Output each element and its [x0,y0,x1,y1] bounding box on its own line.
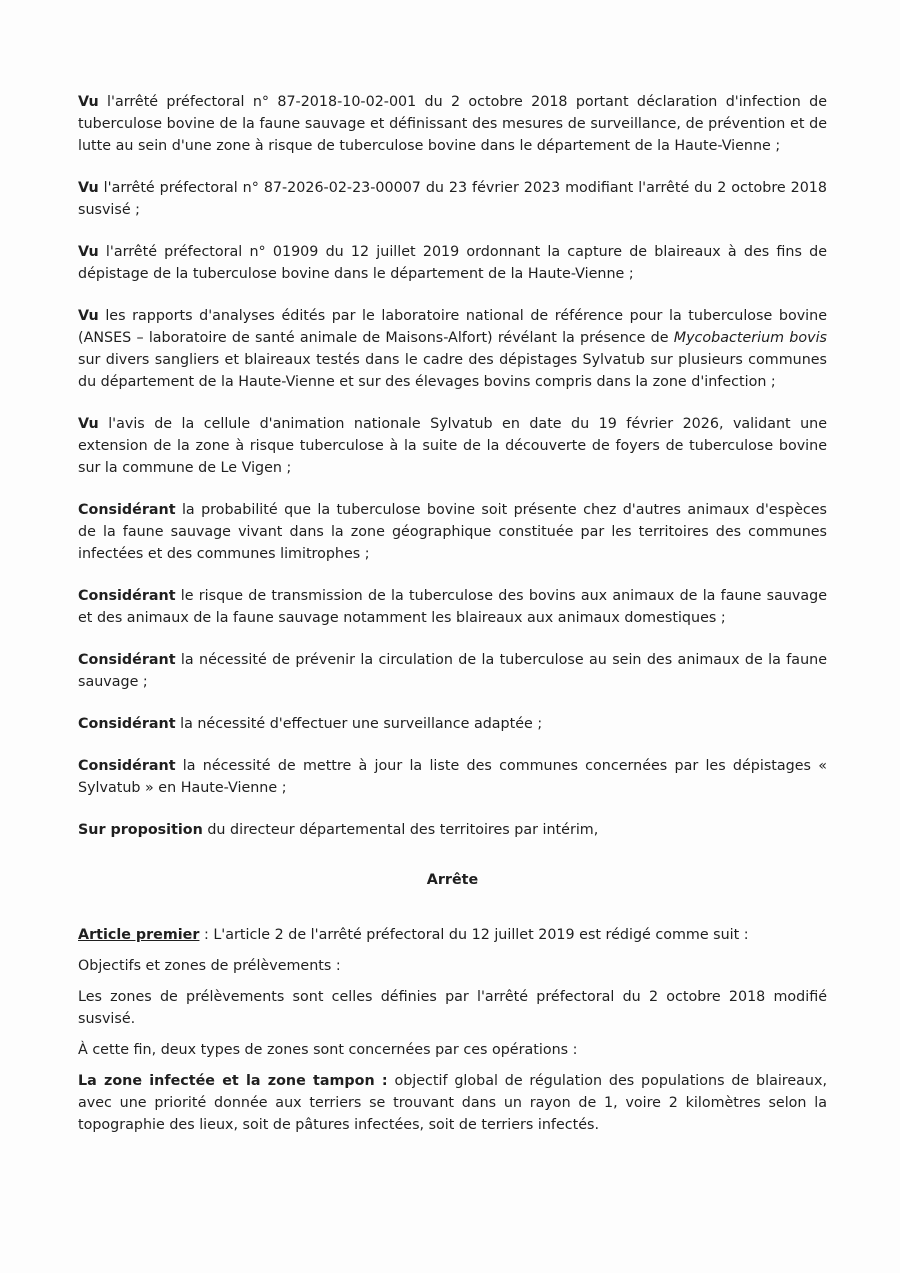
vu-arrete-2018 [78,91,827,157]
paragraph-lead: Considérant [78,588,176,604]
vu-avis-sylvatub [78,413,827,479]
paragraph-text: le risque de transmission de la tuberculose des bovins aux animaux de la faune sauvage et des animaux de la faune sauvage notamment les blaireaux aux animaux domestiques ; [78,588,827,626]
paragraph-lead: Vu [78,416,99,432]
paragraph-text: la nécessité de mettre à jour la liste des communes concernées par les dépistages « Sylvatub » en Haute-Vienne ; [78,758,827,796]
vu-arrete-2019 [78,241,827,285]
objectifs-heading: Objectifs et zones de prélèvements : [78,958,341,974]
zone-infectee [78,1070,827,1136]
sur-proposition [78,819,827,841]
paragraph-lead: Sur proposition [78,822,203,838]
article-label: Article premier [78,927,200,943]
paragraph-text: l'avis de la cellule d'animation nationale Sylvatub en date du 19 février 2026, validant une extension de la zone à risque tuberculose à la suite de la découverte de foyers de tuberculose bovine sur la commune de Le Vigen ; [78,416,827,476]
paragraph-text: la probabilité que la tuberculose bovine soit présente chez d'autres animaux d'espèces de la faune sauvage vivant dans la zone géographique constituée par les territoires des communes infectées et des communes limitrophes ; [78,502,827,562]
considerant-probabilite [78,499,827,565]
paragraph-text-after: sur divers sangliers et blaireaux testés dans le cadre des dépistages Sylvatub sur plusieurs communes du département de la Haute-Vienne et sur des élevages bovins compris dans la zone d'infection ; [78,352,827,390]
considerant-mise-a-jour [78,755,827,799]
paragraph-text: du directeur départemental des territoires par intérim, [202,822,599,838]
paragraph-lead: Considérant [78,758,176,774]
zone-infectee-label: La zone infectée et la zone tampon : [78,1073,388,1089]
paragraph-lead: Considérant [78,652,176,668]
document-body [78,91,827,1145]
paragraph-lead: Vu [78,308,99,324]
paragraph-lead: Vu [78,180,99,196]
zone-infectee-text: objectif global de régulation des populations de blaireaux, avec une priorité donnée aux terriers se trouvant dans un rayon de 1, voire 2 kilomètres selon la topographie des lieux, soit de pâtures infectées, soit de terriers infectés. [78,1073,827,1133]
vu-arrete-2026 [78,177,827,221]
vu-rapports-analyses [78,305,827,393]
article-premier [78,924,827,946]
arrete-heading: Arrête [426,872,479,888]
paragraph-lead: Considérant [78,502,176,518]
paragraph-lead: Vu [78,94,99,110]
types-zones: À cette fin, deux types de zones sont concernées par ces opérations : [78,1042,578,1058]
zones-prelevements: Les zones de prélèvements sont celles définies par l'arrêté préfectoral du 2 octobre 2018 modifié susvisé. [78,989,827,1027]
paragraph-text-before: les rapports d'analyses édités par le laboratoire national de référence pour la tuberculose bovine (ANSES – laboratoire de santé animale de Maisons-Alfort) révélant la présence de [78,308,827,346]
considerant-surveillance [78,713,827,735]
paragraph-lead: Considérant [78,716,176,732]
paragraph-text: l'arrêté préfectoral n° 01909 du 12 juillet 2019 ordonnant la capture de blaireaux à des fins de dépistage de la tuberculose bovine dans le département de la Haute-Vienne ; [78,244,827,282]
paragraph-text: la nécessité de prévenir la circulation de la tuberculose au sein des animaux de la faune sauvage ; [78,652,827,690]
considerant-prevenir [78,649,827,693]
species-name: Mycobacterium bovis [673,330,827,346]
article-text: : L'article 2 de l'arrêté préfectoral du 12 juillet 2019 est rédigé comme suit : [199,927,749,943]
considerant-risque [78,585,827,629]
paragraph-text: l'arrêté préfectoral n° 87-2026-02-23-00007 du 23 février 2023 modifiant l'arrêté du 2 octobre 2018 susvisé ; [78,180,827,218]
paragraph-text: la nécessité d'effectuer une surveillance adaptée ; [175,716,543,732]
paragraph-text: l'arrêté préfectoral n° 87-2018-10-02-001 du 2 octobre 2018 portant déclaration d'infection de tuberculose bovine de la faune sauvage et définissant des mesures de surveillance, de prévention et de lutte au sein d'une zone à risque de tuberculose bovine dans le département de la Haute-Vienne ; [78,94,827,154]
paragraph-lead: Vu [78,244,99,260]
